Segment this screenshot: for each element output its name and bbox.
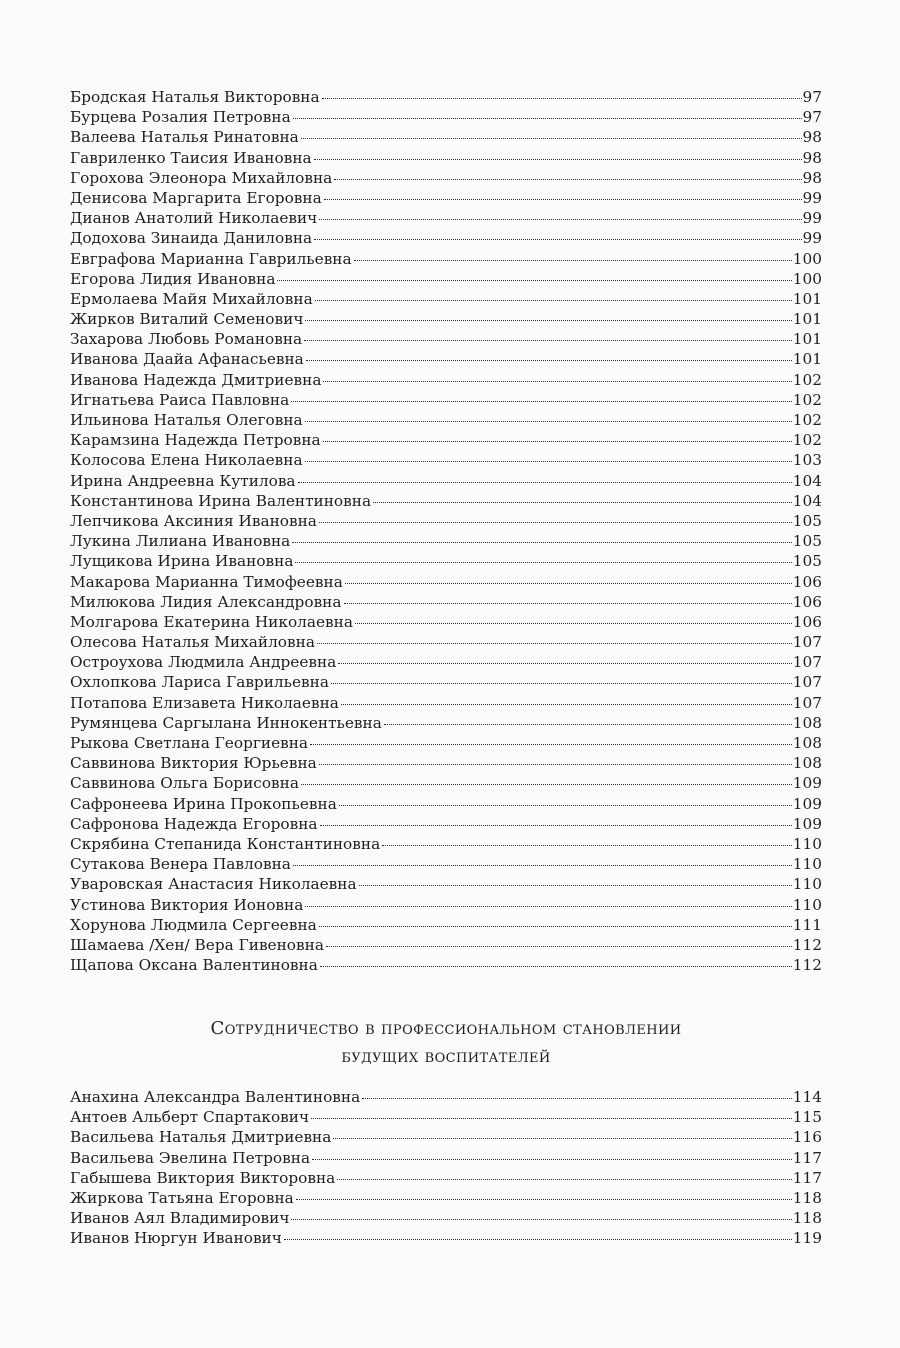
toc-dot-leader — [277, 280, 791, 281]
toc-entry-page-number: 97 — [802, 88, 822, 106]
toc-dot-leader — [338, 663, 791, 664]
toc-dot-leader — [292, 542, 792, 543]
toc-entry-name: Остроухова Людмила Андреевна — [70, 653, 337, 672]
toc-entry — [70, 632, 822, 652]
toc-entry-name: Охлопкова Лариса Гаврильевна — [70, 673, 329, 692]
toc-entry — [70, 592, 822, 612]
toc-entry-page-number: 98 — [802, 168, 822, 187]
toc-dot-leader — [291, 401, 792, 402]
toc-entry — [70, 531, 822, 551]
toc-entry-page-number: 104 — [792, 491, 822, 510]
toc-entry-page-number: 108 — [792, 713, 822, 732]
toc-dot-leader — [305, 461, 792, 462]
toc-entry — [70, 794, 822, 814]
toc-dot-leader — [305, 906, 791, 907]
toc-entry-name: Иванова Надежда Дмитриевна — [70, 370, 322, 389]
toc-dot-leader — [323, 381, 791, 382]
toc-dot-leader — [339, 805, 792, 806]
toc-entry-page-number: 107 — [792, 653, 822, 672]
toc-dot-leader — [298, 482, 792, 483]
toc-entry-name: Захарова Любовь Романовна — [70, 330, 303, 349]
toc-entry — [70, 430, 822, 450]
section-heading — [70, 1015, 822, 1071]
toc-dot-leader — [384, 724, 792, 725]
toc-dot-leader — [305, 421, 792, 422]
toc-entry-name: Молгарова Екатерина Николаевна — [70, 612, 353, 631]
toc-entry-page-number: 110 — [792, 875, 822, 894]
section-heading-line-1: Сотрудничество в профессиональном становлении — [210, 1018, 682, 1039]
toc-dot-leader — [331, 683, 792, 684]
toc-entry — [70, 1188, 822, 1208]
toc-entry — [70, 168, 822, 188]
toc-entry-page-number: 112 — [792, 935, 822, 954]
toc-entry-page-number: 106 — [792, 612, 822, 631]
toc-dot-leader — [344, 603, 792, 604]
toc-entry-name: Макарова Марианна Тимофеевна — [70, 572, 343, 591]
toc-entry-page-number: 109 — [792, 814, 822, 833]
toc-entry-name: Саввинова Виктория Юрьевна — [70, 754, 317, 773]
toc-entry-name: Ирина Андреевна Кутилова — [70, 471, 296, 490]
toc-entry — [70, 410, 822, 430]
toc-entry — [70, 289, 822, 309]
toc-entry-page-number: 104 — [792, 471, 822, 490]
toc-entry — [70, 1168, 822, 1188]
toc-entry-page-number: 101 — [792, 310, 822, 329]
toc-entry-name: Денисова Маргарита Егоровна — [70, 188, 322, 207]
toc-entry-page-number: 98 — [802, 148, 822, 167]
toc-entry-page-number: 110 — [792, 834, 822, 853]
toc-entry-name: Румянцева Саргылана Иннокентьевна — [70, 713, 382, 732]
toc-entry-name: Лукина Лилиана Ивановна — [70, 532, 291, 551]
toc-entry-name: Габышева Виктория Викторовна — [70, 1168, 336, 1187]
toc-dot-leader — [362, 1098, 792, 1099]
toc-entry-page-number: 109 — [792, 774, 822, 793]
toc-entry-name: Васильева Наталья Дмитриевна — [70, 1128, 332, 1147]
toc-entry-name: Жиркова Татьяна Егоровна — [70, 1188, 294, 1207]
toc-entry-page-number: 110 — [792, 895, 822, 914]
toc-entry — [70, 733, 822, 753]
toc-entry-page-number: 101 — [792, 350, 822, 369]
toc-dot-leader — [314, 159, 802, 160]
table-of-contents-section-1 — [70, 87, 822, 975]
toc-entry-page-number: 99 — [802, 229, 822, 248]
toc-entry — [70, 652, 822, 672]
toc-entry-page-number: 97 — [802, 108, 822, 127]
toc-entry-page-number: 118 — [792, 1188, 822, 1207]
toc-dot-leader — [333, 1138, 791, 1139]
toc-entry-page-number: 112 — [792, 956, 822, 975]
section-heading-line-2: будущих воспитателей — [341, 1046, 551, 1067]
toc-entry — [70, 450, 822, 470]
toc-entry-name: Бурцева Розалия Петровна — [70, 108, 291, 127]
toc-entry — [70, 127, 822, 147]
toc-entry-page-number: 102 — [792, 390, 822, 409]
toc-entry-page-number: 98 — [802, 128, 822, 147]
toc-entry-name: Валеева Наталья Ринатовна — [70, 128, 299, 147]
toc-dot-leader — [319, 926, 792, 927]
toc-dot-leader — [296, 1199, 792, 1200]
toc-dot-leader — [310, 744, 792, 745]
toc-dot-leader — [305, 320, 791, 321]
toc-dot-leader — [291, 1219, 791, 1220]
toc-dot-leader — [317, 643, 792, 644]
toc-entry-page-number: 119 — [792, 1229, 822, 1248]
toc-entry-name: Васильева Эвелина Петровна — [70, 1148, 311, 1167]
toc-entry-name: Щапова Оксана Валентиновна — [70, 956, 318, 975]
toc-entry-page-number: 117 — [792, 1148, 822, 1167]
toc-entry-name: Устинова Виктория Ионовна — [70, 895, 304, 914]
toc-entry-name: Евграфова Марианна Гаврильевна — [70, 249, 352, 268]
toc-entry-name: Милюкова Лидия Александровна — [70, 592, 342, 611]
toc-entry-page-number: 100 — [792, 269, 822, 288]
toc-entry — [70, 572, 822, 592]
toc-entry-name: Лепчикова Аксиния Ивановна — [70, 511, 317, 530]
toc-entry-name: Анахина Александра Валентиновна — [70, 1088, 361, 1106]
toc-entry-name: Антоев Альберт Спартакович — [70, 1108, 310, 1127]
toc-entry — [70, 854, 822, 874]
toc-dot-leader — [355, 623, 792, 624]
toc-entry — [70, 1208, 822, 1228]
toc-entry-name: Егорова Лидия Ивановна — [70, 269, 276, 288]
toc-entry — [70, 915, 822, 935]
toc-entry — [70, 370, 822, 390]
toc-entry — [70, 753, 822, 773]
toc-entry — [70, 390, 822, 410]
toc-dot-leader — [320, 825, 792, 826]
toc-entry-name: Игнатьева Раиса Павловна — [70, 390, 290, 409]
toc-entry — [70, 249, 822, 269]
toc-entry — [70, 188, 822, 208]
toc-entry-name: Лущикова Ирина Ивановна — [70, 552, 294, 571]
toc-entry-name: Дианов Анатолий Николаевич — [70, 209, 318, 228]
toc-entry-name: Скрябина Степанида Константиновна — [70, 834, 381, 853]
toc-entry-name: Ильинова Наталья Олеговна — [70, 411, 303, 429]
toc-entry — [70, 834, 822, 854]
toc-dot-leader — [301, 784, 792, 785]
toc-entry — [70, 814, 822, 834]
toc-entry-name: Бродская Наталья Викторовна — [70, 88, 320, 106]
toc-dot-leader — [345, 583, 792, 584]
toc-entry-name: Сафронеева Ирина Прокопьевна — [70, 794, 337, 813]
toc-entry-page-number: 102 — [792, 431, 822, 450]
toc-entry-page-number: 115 — [792, 1108, 822, 1127]
toc-entry — [70, 693, 822, 713]
toc-entry — [70, 349, 822, 369]
toc-entry — [70, 955, 822, 975]
toc-entry-page-number: 117 — [792, 1168, 822, 1187]
toc-entry-page-number: 108 — [792, 754, 822, 773]
toc-entry — [70, 895, 822, 915]
toc-entry — [70, 309, 822, 329]
toc-dot-leader — [382, 845, 792, 846]
toc-entry — [70, 1228, 822, 1248]
toc-entry-name: Хорунова Людмила Сергеевна — [70, 915, 317, 934]
toc-entry-name: Горохова Элеонора Михайловна — [70, 168, 333, 187]
toc-dot-leader — [354, 260, 792, 261]
toc-entry-page-number: 118 — [792, 1209, 822, 1228]
toc-entry-name: Шамаева /Хен/ Вера Гивеновна — [70, 935, 324, 954]
toc-dot-leader — [293, 865, 792, 866]
toc-entry-page-number: 107 — [792, 673, 822, 692]
toc-dot-leader — [312, 1159, 792, 1160]
toc-entry — [70, 1107, 822, 1127]
toc-entry — [70, 471, 822, 491]
toc-entry — [70, 329, 822, 349]
toc-entry-page-number: 116 — [792, 1128, 822, 1147]
toc-entry — [70, 1087, 822, 1107]
toc-dot-leader — [324, 199, 802, 200]
toc-entry-name: Жирков Виталий Семенович — [70, 310, 304, 329]
toc-entry-page-number: 108 — [792, 734, 822, 752]
toc-entry-page-number: 101 — [792, 330, 822, 349]
toc-entry — [70, 713, 822, 733]
toc-entry-name: Сутакова Венера Павловна — [70, 855, 291, 874]
toc-entry-page-number: 114 — [792, 1088, 822, 1106]
toc-entry — [70, 228, 822, 248]
toc-entry — [70, 511, 822, 531]
toc-entry-page-number: 106 — [792, 592, 822, 611]
toc-entry — [70, 491, 822, 511]
toc-dot-leader — [315, 300, 792, 301]
toc-entry — [70, 87, 822, 107]
toc-dot-leader — [293, 118, 802, 119]
toc-entry-page-number: 101 — [792, 289, 822, 308]
toc-entry-name: Константинова Ирина Валентиновна — [70, 491, 372, 510]
toc-entry-name: Сафронова Надежда Егоровна — [70, 814, 318, 833]
toc-dot-leader — [301, 138, 802, 139]
toc-entry-page-number: 109 — [792, 794, 822, 813]
toc-entry — [70, 208, 822, 228]
toc-entry-page-number: 105 — [792, 552, 822, 571]
toc-entry-name: Иванов Нюргун Иванович — [70, 1229, 282, 1248]
toc-entry-page-number: 102 — [792, 370, 822, 389]
toc-entry-page-number: 100 — [792, 249, 822, 268]
toc-entry-name: Гавриленко Таисия Ивановна — [70, 148, 312, 167]
toc-dot-leader — [341, 704, 792, 705]
toc-entry-name: Олесова Наталья Михайловна — [70, 633, 315, 652]
toc-entry-page-number: 105 — [792, 532, 822, 551]
toc-dot-leader — [373, 502, 792, 503]
toc-entry-page-number: 102 — [792, 411, 822, 429]
toc-dot-leader — [284, 1239, 792, 1240]
toc-entry-name: Иванов Аял Владимирович — [70, 1209, 290, 1228]
toc-dot-leader — [319, 219, 801, 220]
toc-dot-leader — [311, 1118, 792, 1119]
toc-entry-page-number: 99 — [802, 188, 822, 207]
toc-entry-page-number: 111 — [792, 915, 822, 934]
toc-dot-leader — [323, 441, 792, 442]
toc-dot-leader — [306, 360, 792, 361]
toc-entry-name: Рыкова Светлана Георгиевна — [70, 734, 309, 752]
table-of-contents-section-2 — [70, 1087, 822, 1249]
toc-dot-leader — [320, 966, 792, 967]
toc-entry-page-number: 106 — [792, 572, 822, 591]
toc-entry-name: Колосова Елена Николаевна — [70, 451, 303, 470]
toc-entry-page-number: 103 — [792, 451, 822, 470]
toc-entry — [70, 773, 822, 793]
toc-dot-leader — [326, 946, 792, 947]
toc-dot-leader — [304, 340, 792, 341]
toc-dot-leader — [319, 764, 792, 765]
toc-entry-page-number: 105 — [792, 511, 822, 530]
toc-entry — [70, 148, 822, 168]
toc-dot-leader — [295, 562, 791, 563]
toc-entry-name: Потапова Елизавета Николаевна — [70, 693, 339, 712]
toc-entry — [70, 1127, 822, 1147]
toc-dot-leader — [337, 1179, 792, 1180]
toc-entry-name: Додохова Зинаида Даниловна — [70, 229, 313, 248]
toc-entry-name: Уваровская Анастасия Николаевна — [70, 875, 357, 894]
toc-entry-name: Ермолаева Майя Михайловна — [70, 289, 313, 308]
toc-entry-page-number: 107 — [792, 693, 822, 712]
toc-entry — [70, 551, 822, 571]
toc-entry — [70, 107, 822, 127]
toc-dot-leader — [319, 522, 792, 523]
toc-entry-page-number: 107 — [792, 633, 822, 652]
toc-entry — [70, 672, 822, 692]
toc-entry — [70, 874, 822, 894]
toc-entry-page-number: 110 — [792, 855, 822, 874]
toc-entry — [70, 612, 822, 632]
toc-dot-leader — [314, 239, 801, 240]
toc-dot-leader — [334, 179, 801, 180]
toc-entry-name: Карамзина Надежда Петровна — [70, 431, 321, 450]
toc-entry-page-number: 99 — [802, 209, 822, 228]
toc-entry-name: Саввинова Ольга Борисовна — [70, 774, 299, 793]
toc-entry — [70, 935, 822, 955]
toc-entry-name: Иванова Даайа Афанасьевна — [70, 350, 304, 369]
toc-entry — [70, 269, 822, 289]
toc-entry — [70, 1148, 822, 1168]
toc-dot-leader — [322, 98, 802, 99]
toc-dot-leader — [359, 885, 792, 886]
